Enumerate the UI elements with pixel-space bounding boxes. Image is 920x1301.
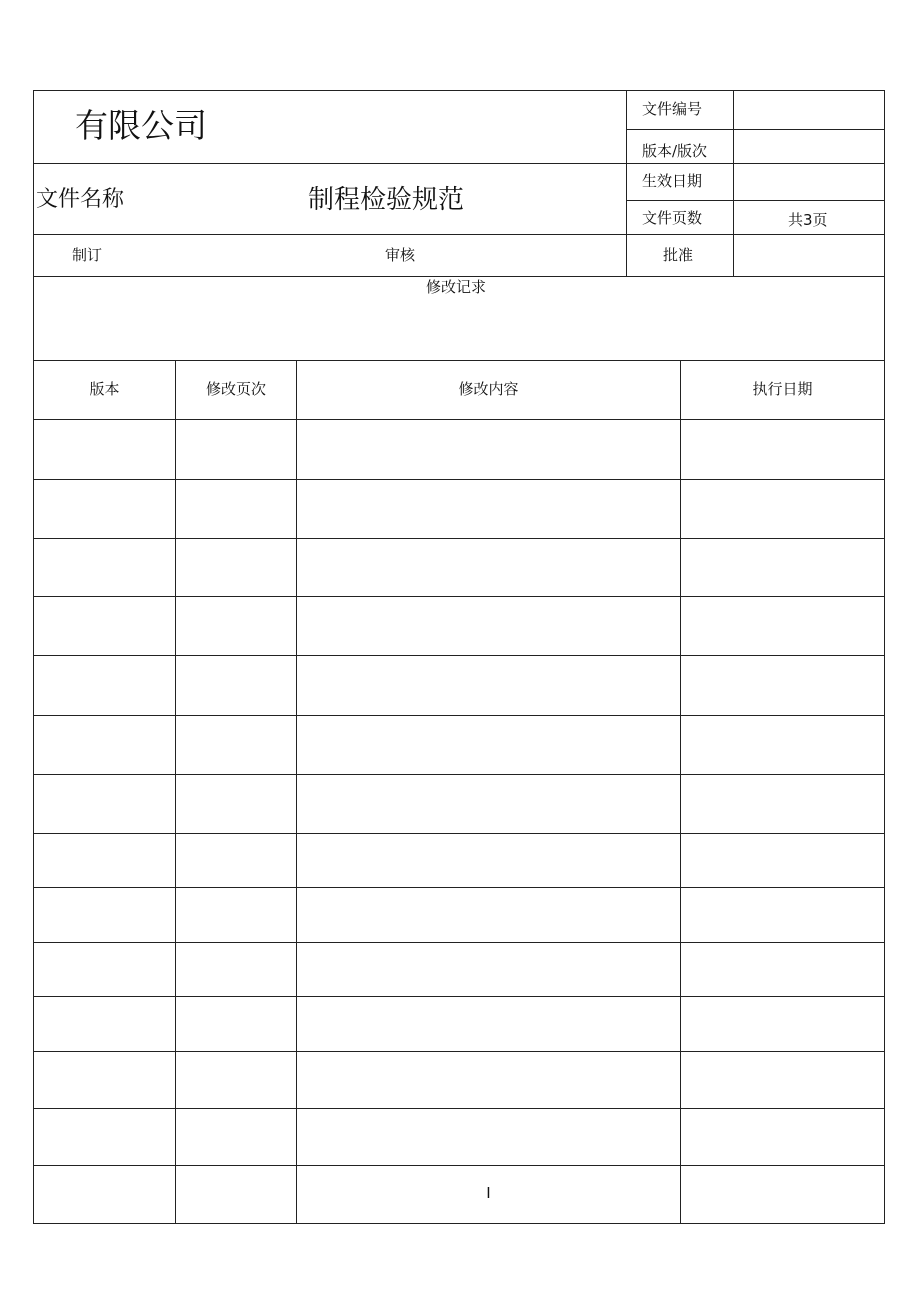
border-bottom: [33, 1223, 885, 1224]
prepared-label: 制订: [72, 246, 103, 264]
row-line: [33, 655, 885, 656]
header-divider: [626, 90, 627, 277]
column-divider: [175, 360, 176, 1224]
cell-content: I: [486, 1184, 491, 1202]
revision-table-top: [33, 360, 885, 361]
header-line: [33, 276, 885, 277]
approved-label: 批准: [663, 246, 694, 264]
column-header-content: 修改内容: [458, 380, 519, 398]
row-line: [33, 1108, 885, 1109]
border-top: [33, 90, 885, 91]
row-line: [33, 887, 885, 888]
doc-name-label: 文件名称: [36, 187, 125, 212]
row-line: [33, 1165, 885, 1166]
column-divider: [680, 360, 681, 1224]
row-line: [33, 996, 885, 997]
row-line: [33, 833, 885, 834]
revision-section-title: 修改记求: [426, 278, 487, 296]
row-line: [33, 479, 885, 480]
doc-title: 制程检验规范: [308, 185, 465, 215]
header-line: [33, 234, 885, 235]
company-name: 有限公司: [75, 106, 207, 145]
header-line: [626, 200, 885, 201]
reviewed-label: 审核: [385, 246, 416, 264]
row-line: [33, 419, 885, 420]
border-right: [884, 90, 885, 1224]
column-divider: [296, 360, 297, 1224]
row-line: [33, 774, 885, 775]
row-line: [33, 596, 885, 597]
effective-date-label: 生效日期: [642, 172, 703, 190]
header-line: [33, 163, 885, 164]
header-divider: [733, 90, 734, 277]
border-left: [33, 90, 34, 1224]
doc-number-label: 文件编号: [642, 100, 703, 118]
row-line: [33, 715, 885, 716]
column-header-pages: 修改页次: [205, 380, 266, 398]
row-line: [33, 1051, 885, 1052]
header-line: [626, 129, 885, 130]
version-label: 版本/版次: [642, 142, 708, 160]
page-count-value: 共3页: [788, 211, 828, 229]
row-line: [33, 942, 885, 943]
column-header-date: 执行日期: [752, 380, 813, 398]
row-line: [33, 538, 885, 539]
column-header-version: 版本: [89, 380, 120, 398]
page-count-label: 文件页数: [642, 209, 703, 227]
